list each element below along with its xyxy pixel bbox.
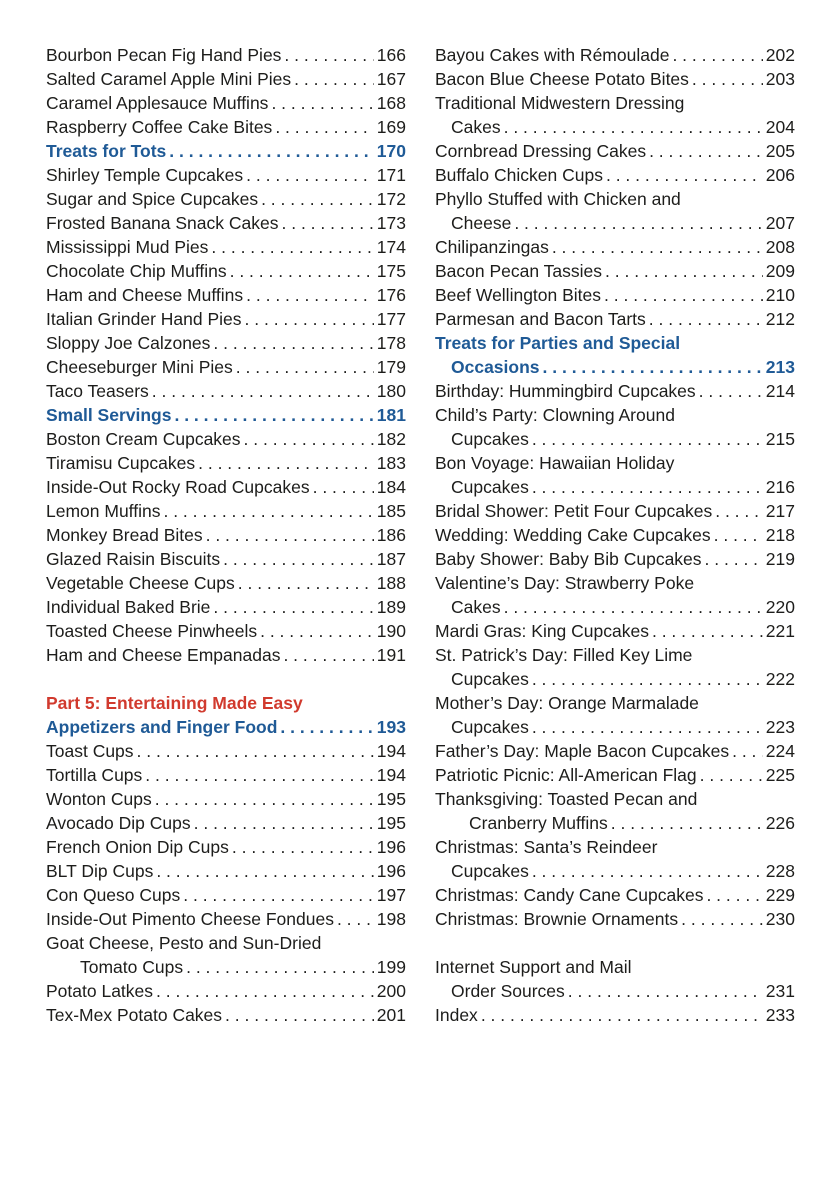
toc-entry: Italian Grinder Hand Pies . . . 177 <box>46 307 406 331</box>
toc-entry: Ham and Cheese Muffins . . . 176 <box>46 283 406 307</box>
toc-left-column <box>46 43 406 1027</box>
toc-entry: Bayou Cakes with Rémoulade . . . 202 <box>435 43 795 67</box>
toc-entry: Toast Cups . . . 194 <box>46 739 406 763</box>
toc-entry: Con Queso Cups . . . 197 <box>46 883 406 907</box>
toc-entry-line2: Cheese . . . 207 <box>435 211 795 235</box>
section-heading-treats-for-tots: Treats for Tots . . . 170 <box>46 139 406 163</box>
toc-entry-line2: Cakes . . . 204 <box>435 115 795 139</box>
toc-entry-line2: Cupcakes . . . 216 <box>435 475 795 499</box>
spacer <box>435 931 795 955</box>
toc-entry: Birthday: Hummingbird Cupcakes . . . 214 <box>435 379 795 403</box>
toc-entry: BLT Dip Cups . . . 196 <box>46 859 406 883</box>
toc-entry: Christmas: Candy Cane Cupcakes . . . 229 <box>435 883 795 907</box>
toc-entry-line1: Child’s Party: Clowning Around <box>435 405 675 425</box>
toc-entry-line1: Bon Voyage: Hawaiian Holiday <box>435 453 675 473</box>
toc-entry: Cornbread Dressing Cakes . . . 205 <box>435 139 795 163</box>
toc-entry: Toasted Cheese Pinwheels . . . 190 <box>46 619 406 643</box>
toc-entry-line2: Cupcakes . . . 215 <box>435 427 795 451</box>
section-heading-parties-line2: Occasions . . . 213 <box>435 355 795 379</box>
toc-entry: Christmas: Brownie Ornaments . . . 230 <box>435 907 795 931</box>
toc-entry: Monkey Bread Bites . . . 186 <box>46 523 406 547</box>
toc-entry: Parmesan and Bacon Tarts . . . 212 <box>435 307 795 331</box>
toc-entry-line2: Cupcakes . . . 228 <box>435 859 795 883</box>
toc-entry: Boston Cream Cupcakes . . . 182 <box>46 427 406 451</box>
toc-entry: Mardi Gras: King Cupcakes . . . 221 <box>435 619 795 643</box>
toc-entry: Avocado Dip Cups . . . 195 <box>46 811 406 835</box>
toc-entry-index: Index . . . 233 <box>435 1003 795 1027</box>
toc-entry: Bridal Shower: Petit Four Cupcakes . . . 217 <box>435 499 795 523</box>
toc-entry: Salted Caramel Apple Mini Pies . . . 167 <box>46 67 406 91</box>
toc-entry: Frosted Banana Snack Cakes . . . 173 <box>46 211 406 235</box>
toc-entry-line2: Order Sources . . . 231 <box>435 979 795 1003</box>
section-heading-small-servings: Small Servings . . . 181 <box>46 403 406 427</box>
toc-entry: Beef Wellington Bites . . . 210 <box>435 283 795 307</box>
toc-entry: Taco Teasers . . . 180 <box>46 379 406 403</box>
toc-entry-line1: Thanksgiving: Toasted Pecan and <box>435 789 698 809</box>
part-heading: Part 5: Entertaining Made Easy <box>46 693 303 713</box>
toc-entry-line1: Phyllo Stuffed with Chicken and <box>435 189 681 209</box>
toc-entry: Wedding: Wedding Cake Cupcakes . . . 218 <box>435 523 795 547</box>
toc-right-column <box>435 43 795 1027</box>
toc-entry: Patriotic Picnic: All-American Flag . . . 225 <box>435 763 795 787</box>
toc-entry: Father’s Day: Maple Bacon Cupcakes . . . 224 <box>435 739 795 763</box>
toc-entry-line1: Mother’s Day: Orange Marmalade <box>435 693 699 713</box>
toc-entry: Bourbon Pecan Fig Hand Pies . . . 166 <box>46 43 406 67</box>
toc-entry: Raspberry Coffee Cake Bites . . . 169 <box>46 115 406 139</box>
toc-entry-line1: Traditional Midwestern Dressing <box>435 93 685 113</box>
toc-entry-line1: Christmas: Santa’s Reindeer <box>435 837 658 857</box>
toc-entry: Buffalo Chicken Cups . . . 206 <box>435 163 795 187</box>
toc-entry: Ham and Cheese Empanadas . . . 191 <box>46 643 406 667</box>
toc-entry-line2: Tomato Cups . . . 199 <box>46 955 406 979</box>
section-heading-parties-line1: Treats for Parties and Special <box>435 333 681 353</box>
toc-entry-line2: Cakes . . . 220 <box>435 595 795 619</box>
toc-entry: Tortilla Cups . . . 194 <box>46 763 406 787</box>
toc-entry-line1: St. Patrick’s Day: Filled Key Lime <box>435 645 693 665</box>
toc-entry: Wonton Cups . . . 195 <box>46 787 406 811</box>
toc-entry-line1: Internet Support and Mail <box>435 957 632 977</box>
toc-entry: Glazed Raisin Biscuits . . . 187 <box>46 547 406 571</box>
toc-entry: Shirley Temple Cupcakes . . . 171 <box>46 163 406 187</box>
toc-entry: Potato Latkes . . . 200 <box>46 979 406 1003</box>
spacer <box>46 667 406 691</box>
toc-entry: Lemon Muffins . . . 185 <box>46 499 406 523</box>
toc-entry: Individual Baked Brie . . . 189 <box>46 595 406 619</box>
toc-entry: Bacon Blue Cheese Potato Bites . . . 203 <box>435 67 795 91</box>
section-heading-appetizers: Appetizers and Finger Food . . . 193 <box>46 715 406 739</box>
toc-entry: Inside-Out Pimento Cheese Fondues . . . 198 <box>46 907 406 931</box>
toc-entry: Chocolate Chip Muffins . . . 175 <box>46 259 406 283</box>
toc-entry: French Onion Dip Cups . . . 196 <box>46 835 406 859</box>
toc-entry-line2: Cupcakes . . . 222 <box>435 667 795 691</box>
toc-entry: Vegetable Cheese Cups . . . 188 <box>46 571 406 595</box>
toc-entry: Sugar and Spice Cupcakes . . . 172 <box>46 187 406 211</box>
toc-entry: Inside-Out Rocky Road Cupcakes . . . 184 <box>46 475 406 499</box>
toc-entry: Tex-Mex Potato Cakes . . . 201 <box>46 1003 406 1027</box>
toc-entry: Bacon Pecan Tassies . . . 209 <box>435 259 795 283</box>
toc-entry-line1: Goat Cheese, Pesto and Sun-Dried <box>46 933 322 953</box>
toc-entry: Tiramisu Cupcakes . . . 183 <box>46 451 406 475</box>
toc-entry: Cheeseburger Mini Pies . . . 179 <box>46 355 406 379</box>
toc-entry-line1: Valentine’s Day: Strawberry Poke <box>435 573 695 593</box>
toc-entry: Caramel Applesauce Muffins . . . 168 <box>46 91 406 115</box>
toc-entry: Sloppy Joe Calzones . . . 178 <box>46 331 406 355</box>
toc-entry-line2: Cranberry Muffins . . . 226 <box>435 811 795 835</box>
toc-entry: Mississippi Mud Pies . . . 174 <box>46 235 406 259</box>
toc-entry: Baby Shower: Baby Bib Cupcakes . . . 219 <box>435 547 795 571</box>
toc-entry: Chilipanzingas . . . 208 <box>435 235 795 259</box>
toc-entry-line2: Cupcakes . . . 223 <box>435 715 795 739</box>
